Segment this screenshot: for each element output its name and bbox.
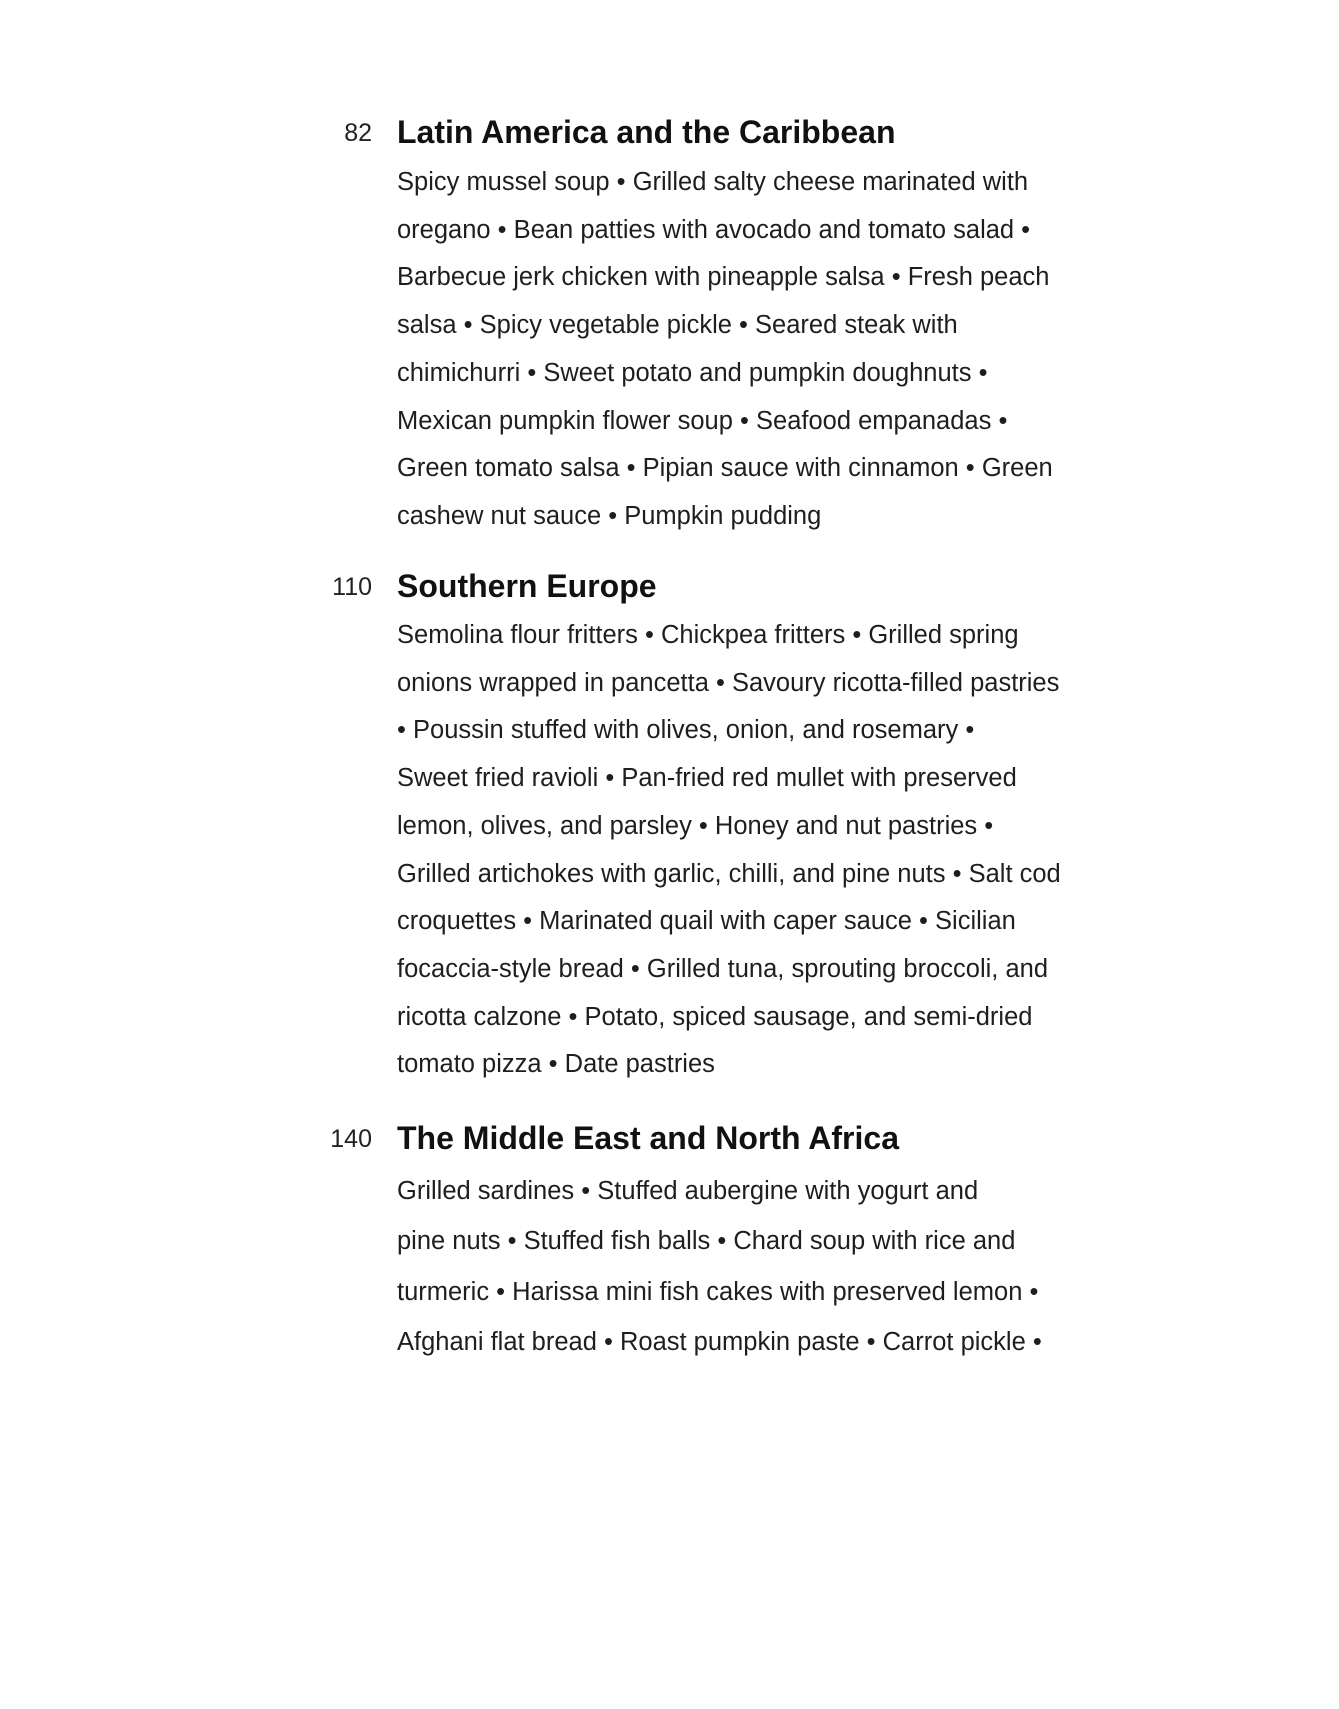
recipe-line: Afghani flat bread • Roast pumpkin paste • Carrot pickle • bbox=[397, 1327, 1042, 1356]
recipe-line: Spicy mussel soup • Grilled salty cheese marinated with bbox=[397, 168, 1029, 196]
recipe-line: Grilled artichokes with garlic, chilli, and pine nuts • Salt cod bbox=[397, 859, 1061, 888]
recipe-line: salsa • Spicy vegetable pickle • Seared steak with bbox=[397, 311, 958, 340]
recipe-line: tomato pizza • Date pastries bbox=[397, 1050, 715, 1079]
recipe-list bbox=[397, 1166, 1097, 1367]
recipe-line: ricotta calzone • Potato, spiced sausage, and semi-dried bbox=[397, 1002, 1033, 1031]
section-title[interactable]: Latin America and the Caribbean bbox=[397, 114, 896, 150]
recipe-line: pine nuts • Stuffed fish balls • Chard soup with rice and bbox=[397, 1227, 1016, 1256]
recipe-line: chimichurri • Sweet potato and pumpkin doughnuts • bbox=[397, 358, 988, 387]
recipe-line: oregano • Bean patties with avocado and tomato salad • bbox=[397, 215, 1031, 244]
page-number: 140 bbox=[330, 1125, 372, 1153]
recipe-line: Green tomato salsa • Pipian sauce with cinnamon • Green bbox=[397, 454, 1053, 483]
section-title[interactable]: The Middle East and North Africa bbox=[397, 1120, 899, 1156]
recipe-line: Mexican pumpkin flower soup • Seafood empanadas • bbox=[397, 406, 1008, 435]
recipe-list bbox=[397, 159, 1097, 541]
recipe-line: Grilled sardines • Stuffed aubergine with yogurt and bbox=[397, 1177, 979, 1205]
recipe-line: • Poussin stuffed with olives, onion, and rosemary • bbox=[397, 716, 975, 745]
section-title[interactable]: Southern Europe bbox=[397, 568, 657, 604]
recipe-line: croquettes • Marinated quail with caper sauce • Sicilian bbox=[397, 907, 1016, 936]
recipe-line: focaccia-style bread • Grilled tuna, sprouting broccoli, and bbox=[397, 954, 1049, 983]
page-number: 82 bbox=[344, 119, 372, 147]
recipe-line: Barbecue jerk chicken with pineapple salsa • Fresh peach bbox=[397, 263, 1050, 292]
recipe-list bbox=[397, 612, 1097, 1089]
recipe-line: turmeric • Harissa mini fish cakes with preserved lemon • bbox=[397, 1277, 1039, 1306]
page-number: 110 bbox=[332, 573, 372, 601]
recipe-line: cashew nut sauce • Pumpkin pudding bbox=[397, 501, 822, 530]
recipe-line: Semolina flour fritters • Chickpea fritters • Grilled spring bbox=[397, 621, 1019, 649]
recipe-line: onions wrapped in pancetta • Savoury ricotta-filled pastries bbox=[397, 668, 1060, 697]
recipe-line: Sweet fried ravioli • Pan-fried red mullet with preserved bbox=[397, 764, 1017, 793]
recipe-line: lemon, olives, and parsley • Honey and nut pastries • bbox=[397, 811, 994, 840]
